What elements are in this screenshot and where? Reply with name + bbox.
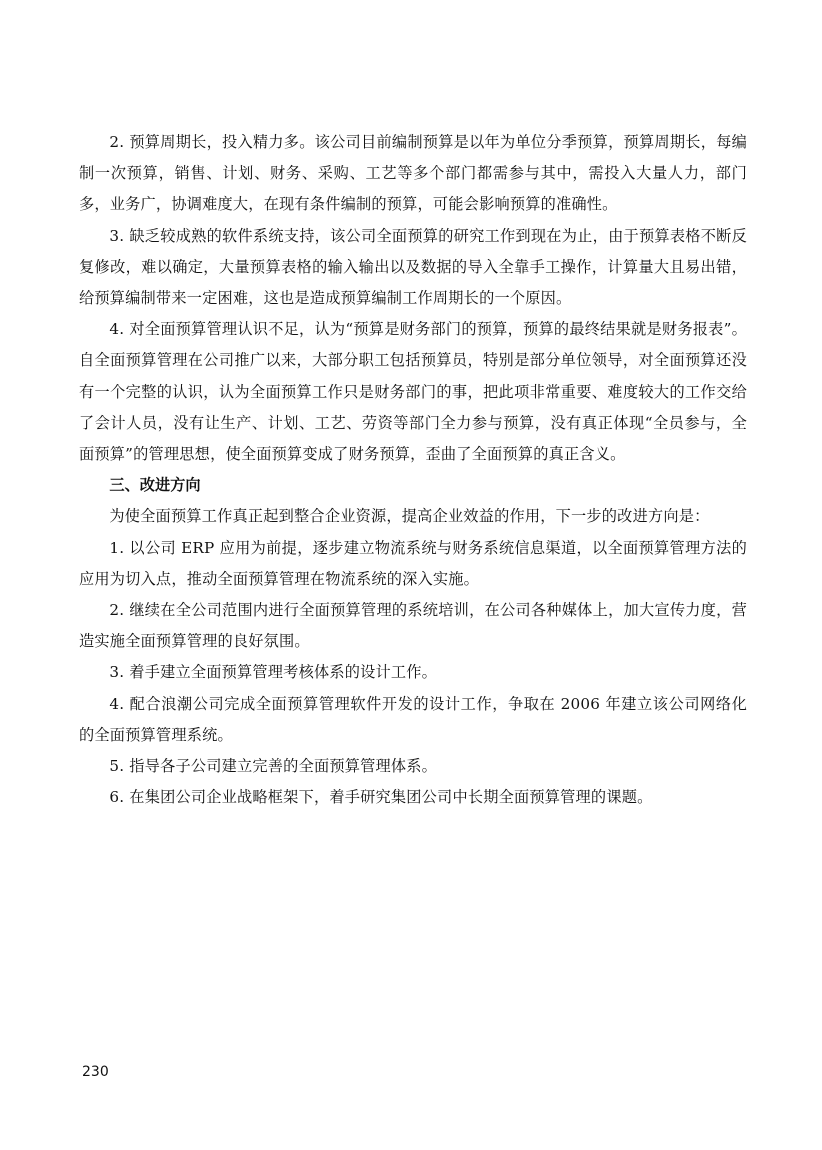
section-heading: 三、改进方向: [109, 476, 201, 495]
page-number: 230: [82, 1064, 109, 1080]
paragraph-direction-1: 1. 以公司 ERP 应用为前提，逐步建立物流系统与财务系统信息渠道，以全面预算管理方法的应用为切入点，推动全面预算管理在物流系统的深入实施。: [79, 538, 747, 588]
paragraph-problem-2: 2. 预算周期长，投入精力多。该公司目前编制预算是以年为单位分季预算，预算周期长，每编制一次预算，销售、计划、财务、采购、工艺等多个部门都需参与其中，需投入大量人力，部门多，业务广，协调难度大，在现有条件编制的预算，可能会影响预算的准确性。: [79, 133, 747, 214]
paragraph-direction-6: 6. 在集团公司企业战略框架下，着手研究集团公司中长期全面预算管理的课题。: [109, 788, 653, 807]
paragraph-direction-4: 4. 配合浪潮公司完成全面预算管理软件开发的设计工作，争取在 2006 年建立该公司网络化的全面预算管理系统。: [79, 694, 747, 744]
paragraph-problem-3: 3. 缺乏较成熟的软件系统支持，该公司全面预算的研究工作到现在为止，由于预算表格不断反复修改，难以确定，大量预算表格的输入输出以及数据的导入全靠手工操作，计算量大且易出错，给预算编制带来一定困难，这也是造成预算编制工作周期长的一个原因。: [79, 226, 747, 308]
paragraph-intro: 为使全面预算工作真正起到整合企业资源，提高企业效益的作用，下一步的改进方向是：: [109, 507, 710, 526]
paragraph-problem-4: 4. 对全面预算管理认识不足，认为“预算是财务部门的预算，预算的最终结果就是财务报表”。自全面预算管理在公司推广以来，大部分职工包括预算员，特别是部分单位领导，对全面预算还没有一个完整的认识，认为全面预算工作只是财务部门的事，把此项非常重要、难度较大的工作交给了会计人员，没有让生产、计划、工艺、劳资等部门全力参与预算，没有真正体现“全员参与，全面预算”的管理思想，使全面预算变成了财务预算，歪曲了全面预算的真正含义。: [79, 320, 747, 464]
paragraph-direction-3: 3. 着手建立全面预算管理考核体系的设计工作。: [109, 663, 438, 682]
paragraph-direction-2: 2. 继续在全公司范围内进行全面预算管理的系统培训，在公司各种媒体上，加大宣传力度，营造实施全面预算管理的良好氛围。: [79, 601, 747, 651]
paragraph-direction-5: 5. 指导各子公司建立完善的全面预算管理体系。: [109, 757, 438, 776]
page-body: [79, 127, 747, 813]
